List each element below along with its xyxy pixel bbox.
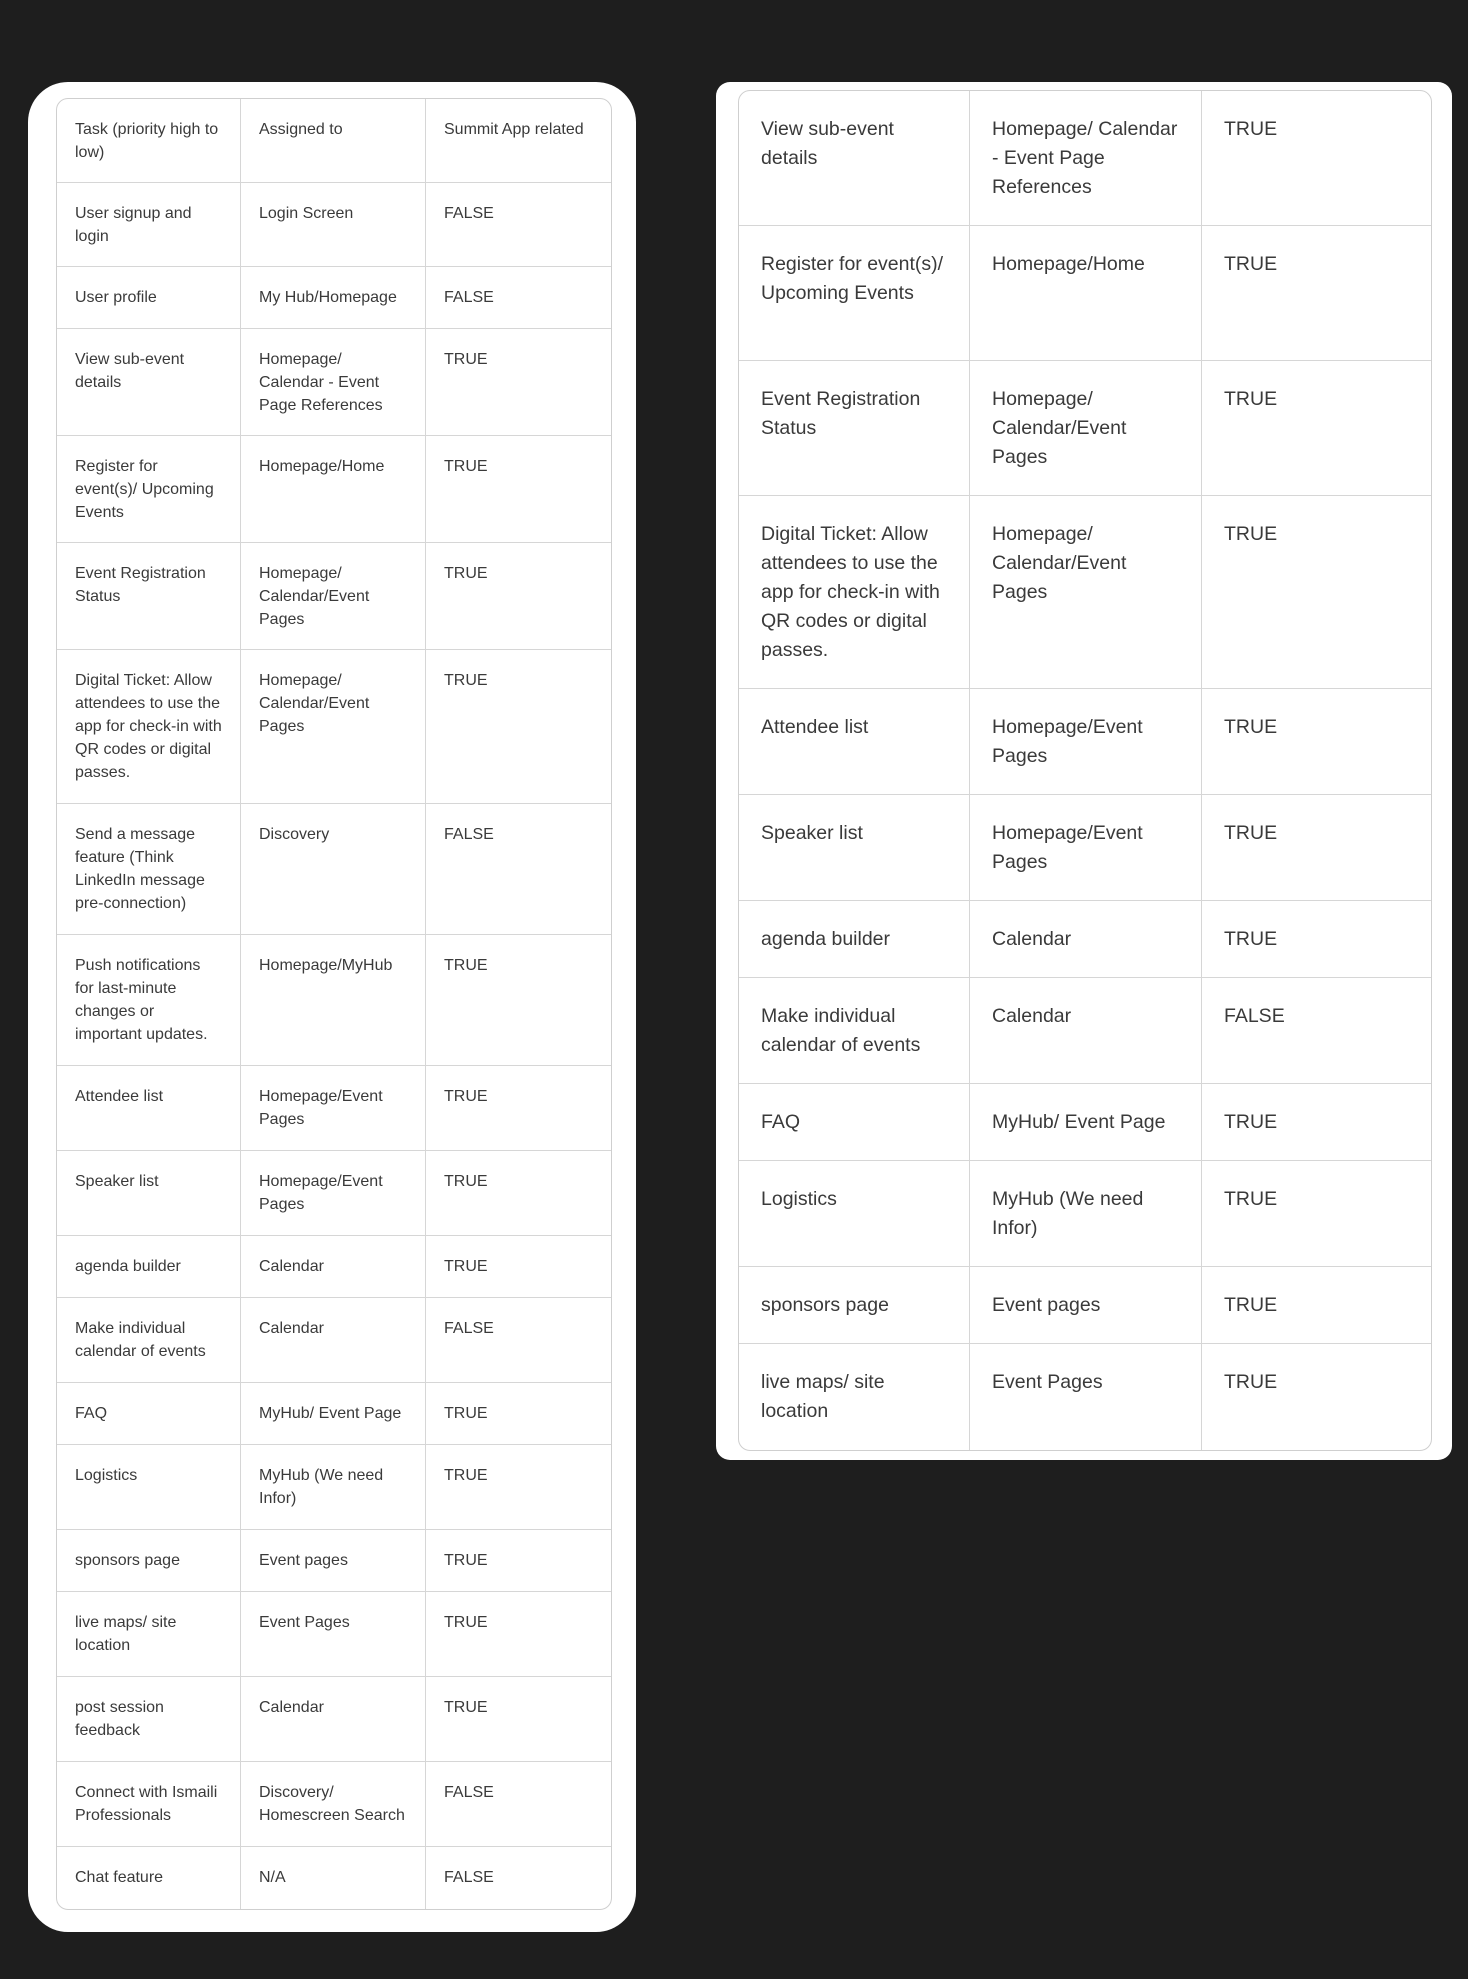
table-row [739,1084,1431,1161]
table-row [739,91,1431,226]
summit-related-cell: TRUE [1202,226,1431,361]
assigned-to-cell: Homepage/Home [241,436,426,543]
summit-related-cell: TRUE [426,1383,611,1445]
assigned-to-cell: My Hub/Homepage [241,267,426,329]
assigned-to-cell: Event Pages [241,1592,426,1677]
table-row [739,901,1431,978]
summit-related-cell: TRUE [426,543,611,650]
task-cell: live maps/ site location [739,1344,970,1450]
table-header-row [57,99,611,183]
task-cell: live maps/ site location [57,1592,241,1677]
assigned-to-cell: Calendar [241,1236,426,1298]
task-cell: Make individual calendar of events [57,1298,241,1383]
task-cell: Push notifications for last-minute changes or important updates. [57,935,241,1066]
table-row [57,650,611,804]
table-row [57,436,611,543]
assigned-to-cell: Homepage/ Calendar/Event Pages [241,543,426,650]
assigned-to-cell: Event pages [241,1530,426,1592]
table-row [739,1344,1431,1450]
table-row [739,795,1431,901]
task-cell: Register for event(s)/ Upcoming Events [57,436,241,543]
assigned-to-cell: MyHub/ Event Page [241,1383,426,1445]
table-row [57,1592,611,1677]
table-row [739,1267,1431,1344]
assigned-to-cell: Discovery/ Homescreen Search [241,1762,426,1847]
assigned-to-cell: Discovery [241,804,426,935]
table-row [57,1066,611,1151]
task-cell: Chat feature [57,1847,241,1909]
summit-related-cell: TRUE [426,436,611,543]
assigned-to-cell: Homepage/Event Pages [970,795,1202,901]
summit-related-cell: TRUE [426,1445,611,1530]
table-row [57,1677,611,1762]
task-cell: User profile [57,267,241,329]
task-cell: Send a message feature (Think LinkedIn message pre-connection) [57,804,241,935]
summit-related-cell: TRUE [1202,1267,1431,1344]
assigned-to-cell: Homepage/ Calendar/Event Pages [970,361,1202,496]
task-cell: Make individual calendar of events [739,978,970,1084]
summit-related-cell: FALSE [426,804,611,935]
table-row [57,267,611,329]
task-cell: Logistics [57,1445,241,1530]
assigned-to-cell: MyHub (We need Infor) [241,1445,426,1530]
table-row [57,1445,611,1530]
task-cell: Event Registration Status [57,543,241,650]
task-cell: agenda builder [739,901,970,978]
summit-related-cell: TRUE [426,1151,611,1236]
table-row [57,1847,611,1909]
assigned-to-cell: N/A [241,1847,426,1909]
summit-related-cell: TRUE [1202,1084,1431,1161]
summit-related-cell: TRUE [1202,496,1431,689]
task-table-left [56,98,612,1910]
column-header: Task (priority high to low) [57,99,241,183]
table-row [739,361,1431,496]
table-row [57,1236,611,1298]
table-row [57,1383,611,1445]
summit-related-cell: TRUE [426,935,611,1066]
summit-related-cell: TRUE [1202,1161,1431,1267]
assigned-to-cell: Login Screen [241,183,426,267]
assigned-to-cell: Event Pages [970,1344,1202,1450]
summit-related-cell: TRUE [426,1677,611,1762]
assigned-to-cell: Homepage/Event Pages [970,689,1202,795]
summit-related-cell: FALSE [444,1869,494,1886]
table-row [739,1161,1431,1267]
summit-related-cell: TRUE [1202,689,1431,795]
task-cell: Speaker list [739,795,970,901]
table-row [57,1298,611,1383]
left-table-card [28,82,636,1932]
summit-related-cell: TRUE [426,1530,611,1592]
assigned-to-cell: Homepage/Event Pages [241,1151,426,1236]
assigned-to-cell: Calendar [241,1677,426,1762]
task-cell: FAQ [57,1383,241,1445]
summit-related-cell: FALSE [426,267,611,329]
task-cell: Event Registration Status [739,361,970,496]
task-cell: Digital Ticket: Allow attendees to use the app for check-in with QR codes or digital passes. [57,650,241,804]
table-row [57,1762,611,1847]
task-cell: agenda builder [57,1236,241,1298]
right-table-card [716,82,1452,1460]
column-header: Assigned to [241,99,426,183]
table-row [739,496,1431,689]
task-cell: View sub-event details [57,329,241,436]
assigned-to-cell: MyHub/ Event Page [970,1084,1202,1161]
task-cell: Speaker list [57,1151,241,1236]
table-row [57,1530,611,1592]
summit-related-cell: TRUE [426,329,611,436]
assigned-to-cell: Event pages [970,1267,1202,1344]
summit-related-cell: FALSE [426,1298,611,1383]
summit-related-cell: TRUE [1202,795,1431,901]
summit-related-cell: TRUE [426,1236,611,1298]
assigned-to-cell: MyHub (We need Infor) [970,1161,1202,1267]
column-header: Summit App related [426,99,611,183]
task-cell: Connect with Ismaili Professionals [57,1762,241,1847]
task-cell: Digital Ticket: Allow attendees to use the app for check-in with QR codes or digital passes. [739,496,970,689]
summit-related-cell: FALSE [426,1762,611,1847]
assigned-to-cell: Homepage/Event Pages [241,1066,426,1151]
summit-related-cell: TRUE [426,1066,611,1151]
task-cell: Attendee list [57,1066,241,1151]
assigned-to-cell: Calendar [970,978,1202,1084]
task-cell: View sub-event details [739,91,970,226]
table-row [57,935,611,1066]
table-row [57,329,611,436]
table-row [57,543,611,650]
assigned-to-cell: Calendar [241,1298,426,1383]
task-cell: Register for event(s)/ Upcoming Events [739,226,970,361]
task-cell: Logistics [739,1161,970,1267]
task-cell: User signup and login [57,183,241,267]
table-row [57,1151,611,1236]
task-cell: sponsors page [57,1530,241,1592]
table-row [57,183,611,267]
summit-related-cell: TRUE [1202,901,1431,978]
assigned-to-cell: Homepage/ Calendar - Event Page References [241,329,426,436]
assigned-to-cell: Homepage/ Calendar - Event Page References [970,91,1202,226]
summit-related-cell: TRUE [1202,361,1431,496]
assigned-to-cell: Homepage/ Calendar/Event Pages [970,496,1202,689]
summit-related-cell: TRUE [1224,1371,1278,1393]
assigned-to-cell: Homepage/ Calendar/Event Pages [241,650,426,804]
summit-related-cell: FALSE [1202,978,1431,1084]
task-cell: sponsors page [739,1267,970,1344]
table-row [739,689,1431,795]
assigned-to-cell: Homepage/Home [970,226,1202,361]
summit-related-cell: TRUE [426,1592,611,1677]
table-row [739,978,1431,1084]
task-cell: Attendee list [739,689,970,795]
task-cell: FAQ [739,1084,970,1161]
assigned-to-cell: Calendar [970,901,1202,978]
summit-related-cell: TRUE [1202,91,1431,226]
task-table-right [738,90,1432,1451]
assigned-to-cell: Homepage/MyHub [241,935,426,1066]
summit-related-cell: TRUE [426,650,611,804]
table-row [739,226,1431,361]
summit-related-cell: FALSE [426,183,611,267]
task-cell: post session feedback [57,1677,241,1762]
table-row [57,804,611,935]
